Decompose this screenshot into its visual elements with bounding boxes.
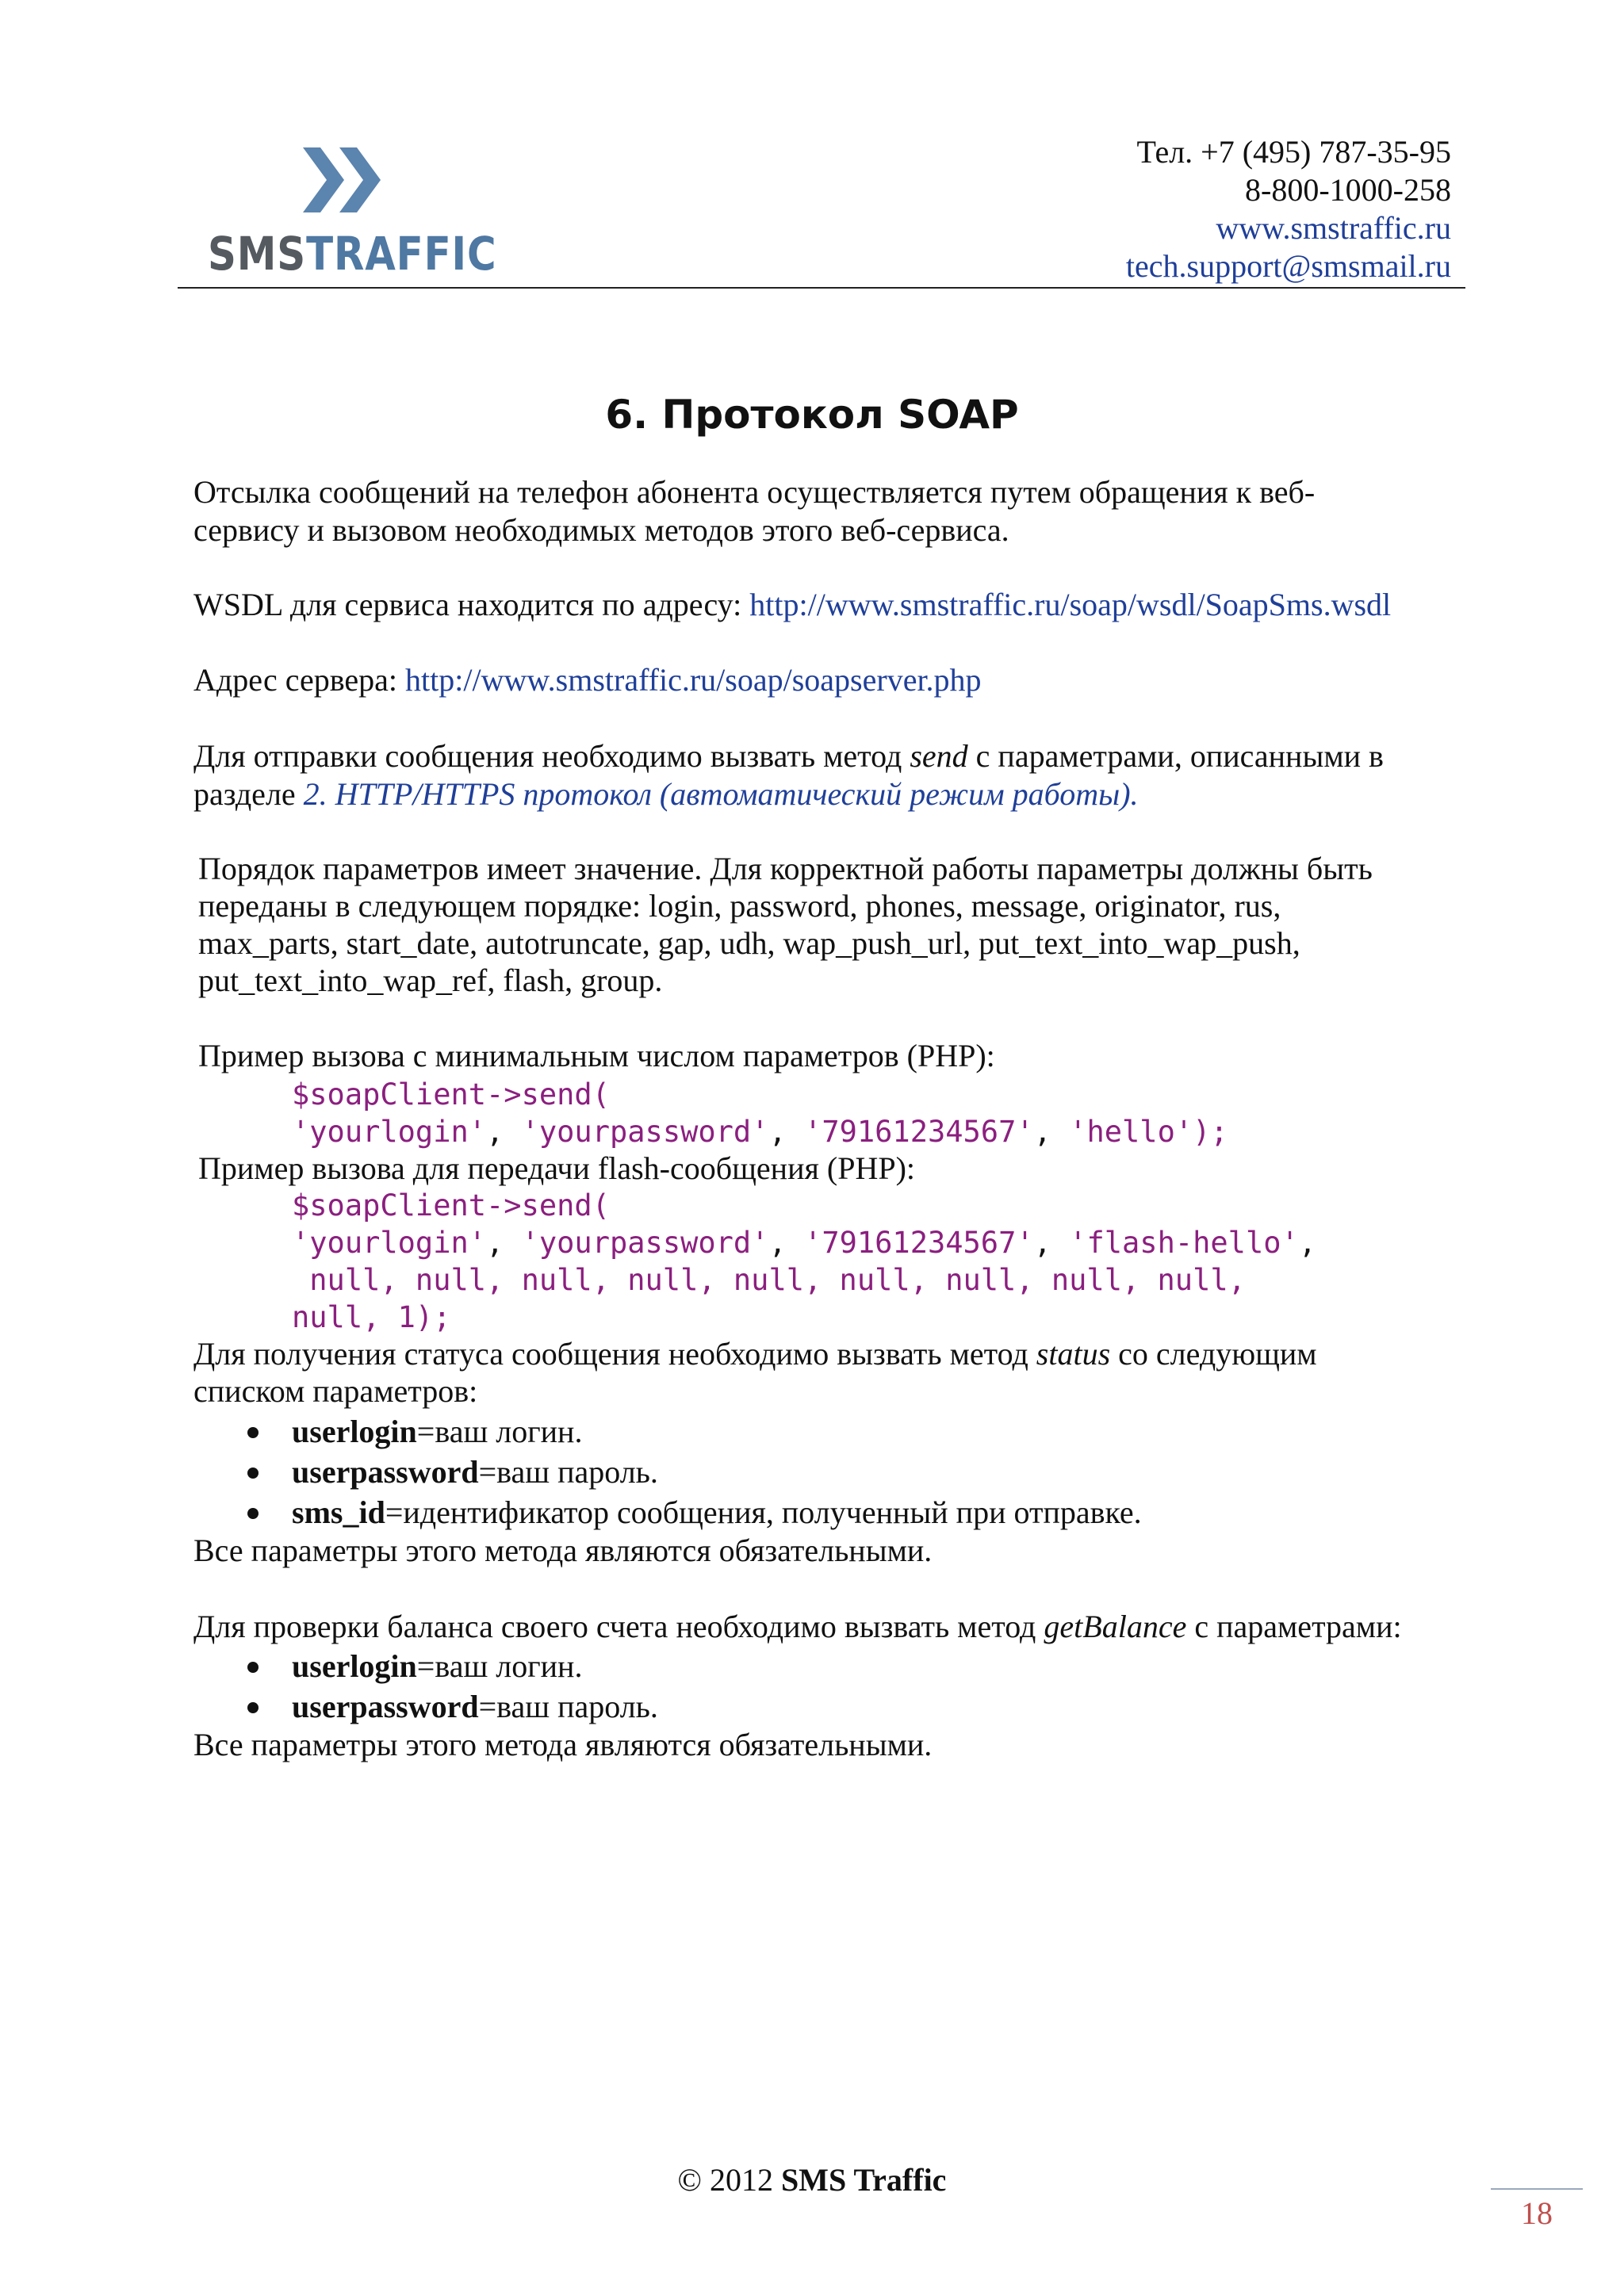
example2-code-line-1: $soapClient->send( xyxy=(292,1188,610,1223)
status-param-userpassword xyxy=(292,1453,658,1491)
param-desc: =ваш логин. xyxy=(416,1414,583,1449)
code-arg: 'yourpassword' xyxy=(521,1115,769,1149)
code-sep: , xyxy=(768,1115,805,1149)
contact-block xyxy=(896,133,1451,285)
wsdl-paragraph xyxy=(193,586,1391,624)
bullet-icon xyxy=(247,1427,259,1438)
example1-code-line-1: $soapClient->send( xyxy=(292,1077,610,1112)
send-method-name: send xyxy=(910,738,968,774)
intro-line-2: сервису и вызовом необходимых методов этого веб-сервиса. xyxy=(193,512,1009,548)
order-line-4: put_text_into_wap_ref, flash, group. xyxy=(198,962,663,998)
smstraffic-logo xyxy=(208,144,497,281)
balance-line-1 xyxy=(193,1608,1402,1646)
page-number: 18 xyxy=(1521,2195,1553,2231)
copyright-text: © 2012 xyxy=(677,2162,781,2198)
order-line-2: переданы в следующем порядке: login, password, phones, message, originator, rus, xyxy=(198,888,1281,924)
code-arg: '79161234567' xyxy=(804,1226,1034,1260)
code-arg: 'yourlogin' xyxy=(292,1226,487,1260)
code-sep: , xyxy=(1033,1115,1070,1149)
param-desc: =идентификатор сообщения, полученный при отправке. xyxy=(385,1494,1142,1530)
order-line-1: Порядок параметров имеет значение. Для корректной работы параметры должны быть xyxy=(198,851,1373,886)
logo-wordmark: SMSTRAFFIC xyxy=(208,227,497,281)
support-email-link[interactable]: tech.support@smsmail.ru xyxy=(1125,248,1451,284)
balance-method-name: getBalance xyxy=(1044,1609,1187,1644)
server-paragraph xyxy=(193,661,982,699)
bullet-icon xyxy=(247,1508,259,1519)
status-line-1 xyxy=(193,1335,1317,1373)
bullet-icon xyxy=(247,1662,259,1673)
code-arg: 'yourlogin' xyxy=(292,1115,487,1149)
balance-text: Для проверки баланса своего счета необходимо вызвать метод xyxy=(193,1609,1044,1644)
balance-param-userpassword xyxy=(292,1688,658,1726)
page-title: 6. Протокол SOAP xyxy=(605,392,1019,438)
status-text-end: со следующим xyxy=(1110,1336,1317,1372)
example1-code-line-2 xyxy=(292,1113,1228,1150)
code-sep: , xyxy=(1033,1226,1070,1260)
param-desc: =ваш пароль. xyxy=(478,1689,658,1724)
send-note-line-1 xyxy=(193,737,1384,775)
status-param-sms-id xyxy=(292,1494,1142,1532)
code-sep: , xyxy=(768,1226,805,1260)
param-name: userpassword xyxy=(292,1454,479,1490)
brand-name: SMS Traffic xyxy=(780,2162,947,2198)
param-name: userlogin xyxy=(292,1648,417,1684)
order-line-3: max_parts, start_date, autotruncate, gap, udh, wap_push_url, put_text_into_wap_push, xyxy=(198,925,1300,961)
intro-line-1: Отсылка сообщений на телефон абонента осуществляется путем обращения к веб- xyxy=(193,474,1316,510)
send-note-text-end: с параметрами, описанными в xyxy=(967,738,1384,774)
param-desc: =ваш пароль. xyxy=(478,1454,658,1490)
example1-label: Пример вызова с минимальным числом параметров (PHP): xyxy=(198,1038,995,1073)
example2-label: Пример вызова для передачи flash-сообщения (PHP): xyxy=(198,1150,916,1186)
page-number-rule xyxy=(1491,2188,1583,2190)
code-sep: , xyxy=(486,1115,522,1149)
status-param-userlogin xyxy=(292,1413,582,1451)
send-note-text: Для отправки сообщения необходимо вызвать метод xyxy=(193,738,910,774)
send-note-prefix: разделе xyxy=(193,776,304,812)
param-name: sms_id xyxy=(292,1494,385,1530)
bullet-icon xyxy=(247,1468,259,1479)
status-text: Для получения статуса сообщения необходимо вызвать метод xyxy=(193,1336,1036,1372)
bullet-icon xyxy=(247,1702,259,1713)
phone-number-2: 8-800-1000-258 xyxy=(1245,172,1451,208)
status-method-name: status xyxy=(1036,1336,1111,1372)
param-name: userlogin xyxy=(292,1414,417,1449)
code-arg: 'flash-hello' xyxy=(1069,1226,1299,1260)
code-arg: '79161234567' xyxy=(804,1115,1034,1149)
send-note-line-2 xyxy=(193,775,1139,813)
example2-code-line-2: 'yourlogin', 'yourpassword', '79161234567', 'flash-hello', xyxy=(292,1226,1317,1260)
wsdl-label: WSDL для сервиса находится по адресу: xyxy=(193,587,750,622)
website-link[interactable]: www.smstraffic.ru xyxy=(1216,210,1451,246)
example2-code-line-4: null, 1); xyxy=(292,1300,451,1334)
status-line-2: списком параметров: xyxy=(193,1373,478,1409)
wsdl-link[interactable]: http://www.smstraffic.ru/soap/wsdl/SoapSms.wsdl xyxy=(749,587,1392,622)
code-arg: 'yourpassword' xyxy=(521,1226,769,1260)
http-protocol-ref-link[interactable]: 2. HTTP/HTTPS протокол (автоматический режим работы). xyxy=(303,776,1139,812)
code-arg: 'hello'); xyxy=(1069,1115,1228,1149)
param-name: userpassword xyxy=(292,1689,479,1724)
balance-required-note: Все параметры этого метода являются обязательными. xyxy=(193,1727,933,1762)
copyright-footer xyxy=(0,2161,1624,2198)
param-desc: =ваш логин. xyxy=(416,1648,583,1684)
phone-number: Тел. +7 (495) 787-35-95 xyxy=(1136,134,1451,170)
server-link[interactable]: http://www.smstraffic.ru/soap/soapserver.php xyxy=(405,662,982,698)
balance-text-end: с параметрами: xyxy=(1186,1609,1402,1644)
double-chevron-logo-icon xyxy=(303,144,390,216)
server-label: Адрес сервера: xyxy=(193,662,406,698)
code-sep: , xyxy=(486,1226,522,1260)
status-required-note: Все параметры этого метода являются обязательными. xyxy=(193,1533,933,1568)
balance-param-userlogin xyxy=(292,1647,582,1686)
header-divider xyxy=(178,287,1465,289)
example2-code-line-3: null, null, null, null, null, null, null, null, null, xyxy=(292,1263,1246,1297)
